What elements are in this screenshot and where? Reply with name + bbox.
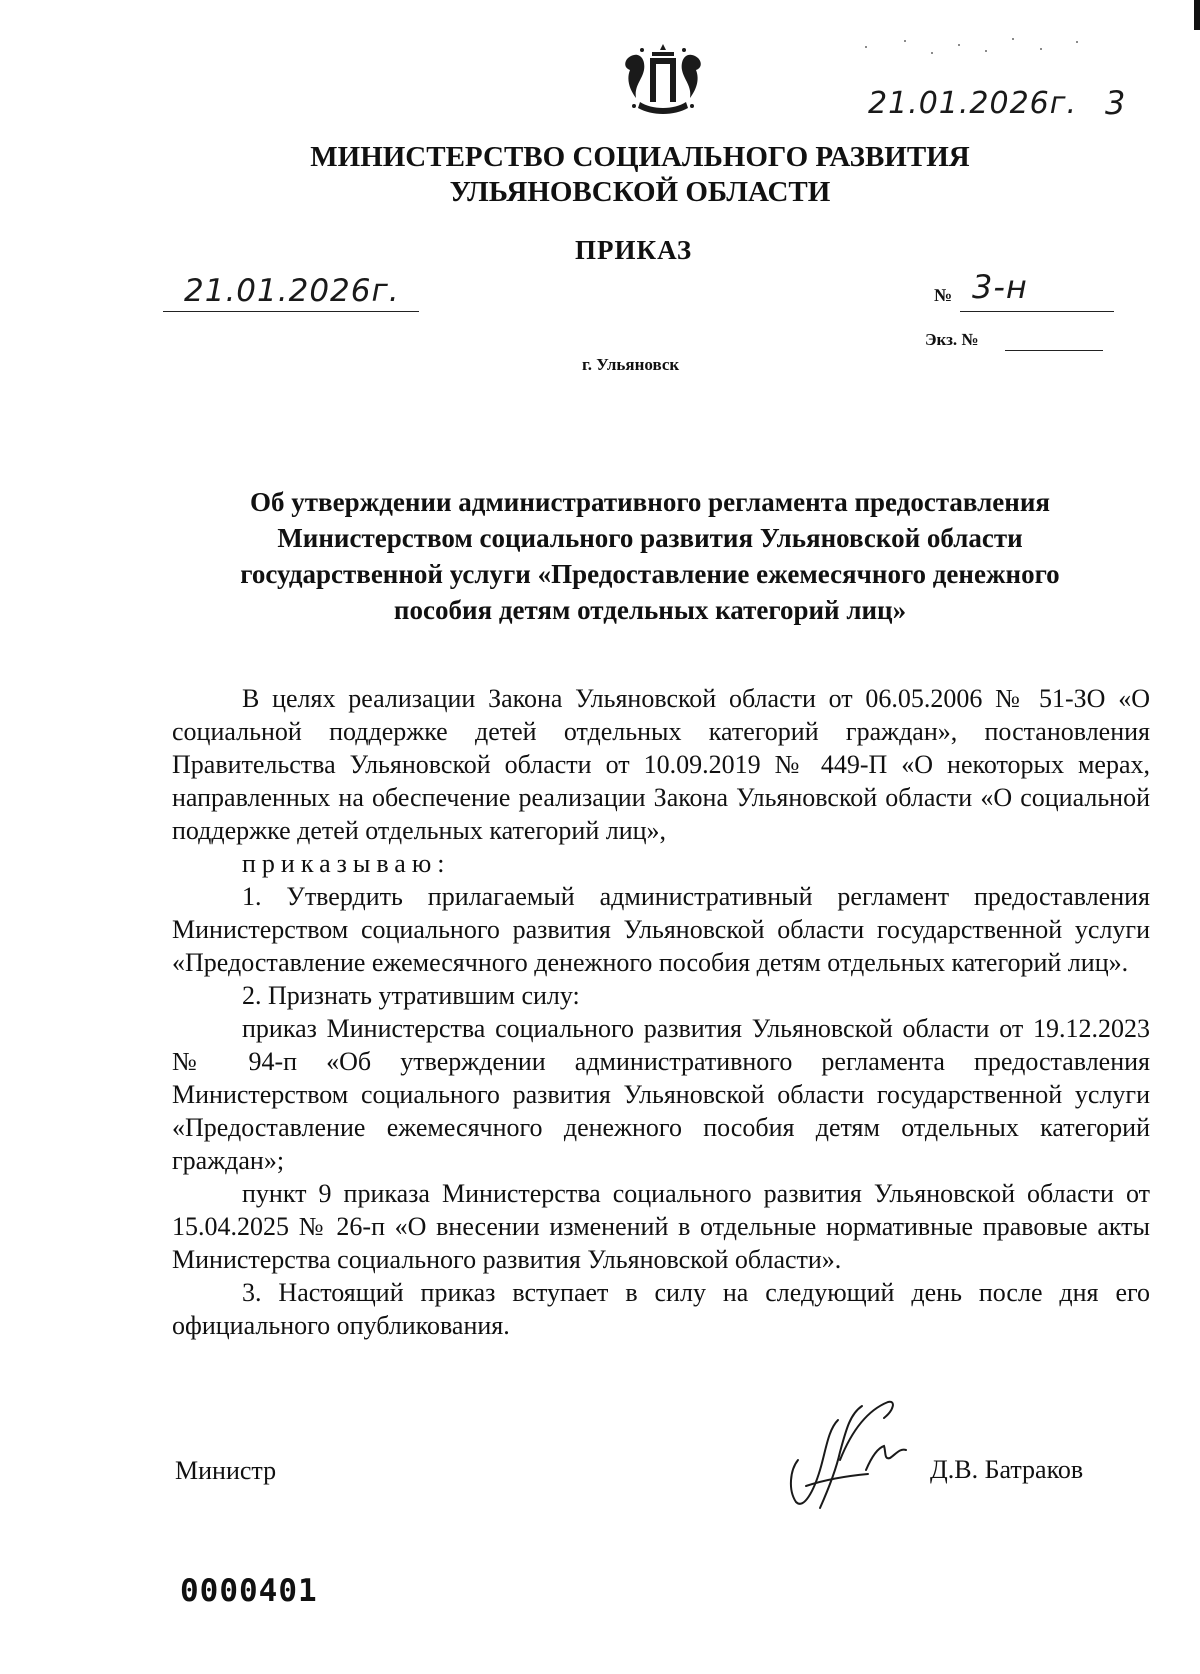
city: г. Ульяновск xyxy=(582,355,680,374)
date-underline xyxy=(163,311,419,312)
order-word: приказываю: xyxy=(242,849,451,878)
item-2a: приказ Министерства социального развития Ульяновской области от 19.12.2023 № 94-п «Об утверждении административного регламента предоставления Министерством социального развития Ульяновской области государственной услуги «Предоставление ежемесячного денежного пособия детям отдельных категорий граждан»; xyxy=(172,1014,1150,1175)
copy-number-label: Экз. № xyxy=(925,330,979,349)
number-label: № xyxy=(934,285,953,305)
subject-line: пособия детям отдельных категорий лиц» xyxy=(393,595,907,625)
item-1: 1. Утвердить прилагаемый административный регламент предоставления Министерством социального развития Ульяновской области государственной услуги «Предоставление ежемесячного денежного пособия детям отдельных категорий лиц». xyxy=(172,882,1150,977)
order-subject xyxy=(160,484,1140,628)
preamble-paragraph: В целях реализации Закона Ульяновской области от 06.05.2006 № 51-ЗО «О социальной поддержке детей отдельных категорий граждан», постановления Правительства Ульяновской области от 10.09.2019 № 449-П «О некоторых мерах, направленных на обеспечение реализации Закона Ульяновской области «О социальной поддержке детей отдельных категорий лиц», xyxy=(172,684,1150,845)
document-type: ПРИКАЗ xyxy=(575,235,693,265)
ministry-name-line2: УЛЬЯНОВСКОЙ ОБЛАСТИ xyxy=(449,176,831,208)
number-underline xyxy=(960,311,1114,312)
order-number: 3-н xyxy=(972,268,1028,306)
item-2b: пункт 9 приказа Министерства социального развития Ульяновской области от 15.04.2025 № 26-п «О внесении изменений в отдельные нормативные правовые акты Министерства социального развития Ульяновской области». xyxy=(172,1179,1150,1274)
signatory-name: Д.В. Батраков xyxy=(930,1455,1084,1484)
subject-line: Министерством социального развития Ульяновской области xyxy=(277,523,1023,553)
item-2: 2. Признать утратившим силу: xyxy=(242,981,580,1010)
stamp-page-number: 3 xyxy=(1105,84,1127,122)
order-date: 21.01.2026г. xyxy=(184,273,400,309)
subject-line: Об утверждении административного регламента предоставления xyxy=(250,487,1050,517)
ministry-name-line1: МИНИСТЕРСТВО СОЦИАЛЬНОГО РАЗВИТИЯ xyxy=(310,141,970,173)
registration-number: 0000401 xyxy=(180,1573,318,1609)
copy-number-underline xyxy=(1005,350,1103,351)
scan-edge xyxy=(1194,0,1200,30)
subject-line: государственной услуги «Предоставление ежемесячного денежного xyxy=(240,559,1060,589)
order-body xyxy=(172,682,1150,1342)
stamp-date: 21.01.2026г. xyxy=(868,86,1078,121)
signatory-role: Министр xyxy=(175,1456,277,1485)
item-3: 3. Настоящий приказ вступает в силу на следующий день после дня его официального опубликования. xyxy=(172,1278,1150,1340)
coat-of-arms-emblem xyxy=(622,40,704,120)
handwritten-signature xyxy=(780,1390,940,1520)
